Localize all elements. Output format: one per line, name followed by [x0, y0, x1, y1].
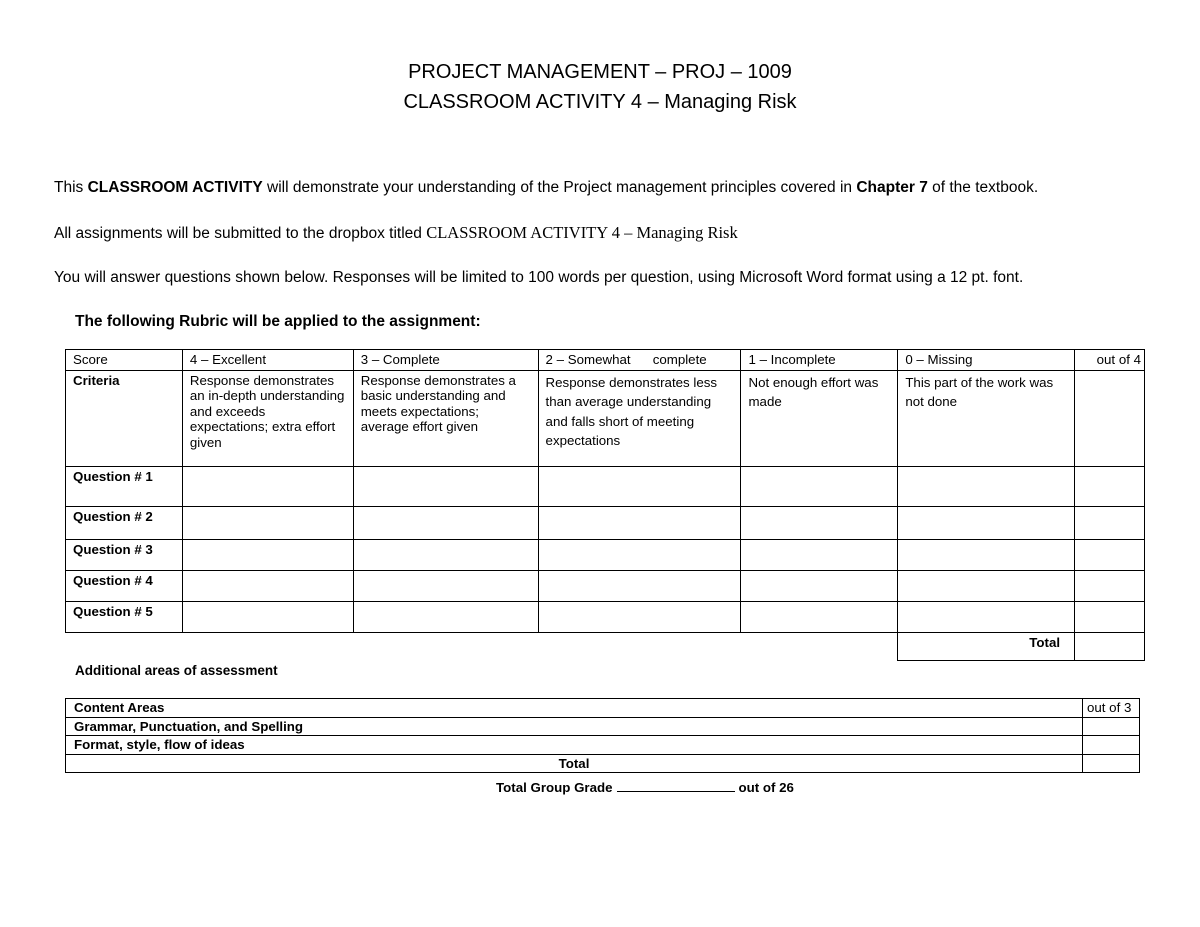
score-cell[interactable]	[741, 506, 898, 539]
rubric-table	[65, 349, 1145, 661]
score-cell[interactable]	[898, 539, 1075, 570]
criteria-row	[66, 370, 1145, 466]
intro-paragraph-2	[54, 223, 738, 244]
header-missing: 0 – Missing	[898, 350, 1075, 371]
criteria-complete: Response demonstrates a basic understanding and meets expectations; average effort given	[353, 370, 538, 466]
question-label: Question # 3	[66, 539, 183, 570]
score-cell[interactable]	[182, 466, 353, 506]
intro-text: This	[54, 179, 88, 196]
score-cell[interactable]	[741, 539, 898, 570]
header-excellent: 4 – Excellent	[182, 350, 353, 371]
intro-bold-chapter: Chapter 7	[856, 179, 928, 196]
score-cell[interactable]	[538, 601, 741, 632]
additional-total-row	[66, 754, 1140, 773]
criteria-label: Criteria	[66, 370, 183, 466]
question-row	[66, 570, 1145, 601]
question-label: Question # 4	[66, 570, 183, 601]
grand-total-line	[0, 780, 1200, 795]
score-cell[interactable]	[353, 570, 538, 601]
score-cell[interactable]	[741, 601, 898, 632]
score-cell[interactable]	[353, 466, 538, 506]
criteria-excellent: Response demonstrates an in-depth understanding and exceeds expectations; extra effort given	[182, 370, 353, 466]
header-incomplete: 1 – Incomplete	[741, 350, 898, 371]
grand-total-prefix: Total Group Grade	[496, 780, 613, 795]
question-row	[66, 466, 1145, 506]
score-cell[interactable]	[182, 601, 353, 632]
score-cell[interactable]	[182, 570, 353, 601]
rubric-total-cell[interactable]	[1075, 632, 1145, 660]
score-cell[interactable]	[1075, 506, 1145, 539]
additional-table	[65, 698, 1140, 773]
rubric-heading: The following Rubric will be applied to the assignment:	[75, 313, 481, 330]
question-row	[66, 506, 1145, 539]
score-cell[interactable]	[898, 601, 1075, 632]
intro-bold-activity: CLASSROOM ACTIVITY	[87, 179, 263, 196]
intro-paragraph-3: You will answer questions shown below. Responses will be limited to 100 words per question, using Microsoft Word format using a 12 pt. font.	[54, 269, 1024, 286]
additional-row-label: Grammar, Punctuation, and Spelling	[66, 717, 1083, 736]
score-cell[interactable]	[182, 539, 353, 570]
score-cell[interactable]	[538, 506, 741, 539]
question-label: Question # 1	[66, 466, 183, 506]
score-cell[interactable]	[538, 466, 741, 506]
additional-score-cell[interactable]	[1083, 736, 1140, 755]
score-cell[interactable]	[1075, 570, 1145, 601]
score-cell[interactable]	[1075, 466, 1145, 506]
document-title: PROJECT MANAGEMENT – PROJ – 1009	[408, 61, 792, 83]
score-cell[interactable]	[538, 539, 741, 570]
score-cell[interactable]	[898, 570, 1075, 601]
additional-out-of: out of 3	[1083, 699, 1140, 718]
score-cell[interactable]	[741, 570, 898, 601]
additional-row-label: Format, style, flow of ideas	[66, 736, 1083, 755]
dropbox-title: CLASSROOM ACTIVITY 4 – Managing Risk	[426, 223, 738, 242]
intro-paragraph-1	[54, 178, 1038, 198]
score-cell[interactable]	[1075, 601, 1145, 632]
intro-text: will demonstrate your understanding of the Project management principles covered in	[262, 179, 857, 196]
additional-header-row	[66, 699, 1140, 718]
question-label: Question # 2	[66, 506, 183, 539]
header-out-of: out of 4	[1075, 350, 1145, 371]
question-label: Question # 5	[66, 601, 183, 632]
score-cell[interactable]	[538, 570, 741, 601]
criteria-incomplete: Not enough effort was made	[741, 370, 898, 466]
question-row	[66, 539, 1145, 570]
additional-row	[66, 717, 1140, 736]
header-somewhat-complete: 2 – Somewhat complete	[538, 350, 741, 371]
score-cell[interactable]	[353, 601, 538, 632]
additional-score-cell[interactable]	[1083, 717, 1140, 736]
rubric-header-row	[66, 350, 1145, 371]
additional-total-cell[interactable]	[1083, 754, 1140, 773]
criteria-missing: This part of the work was not done	[898, 370, 1075, 466]
score-cell[interactable]	[1075, 539, 1145, 570]
question-row	[66, 601, 1145, 632]
score-cell[interactable]	[182, 506, 353, 539]
rubric-total-row	[66, 632, 1145, 660]
additional-row	[66, 736, 1140, 755]
header-complete: 3 – Complete	[353, 350, 538, 371]
score-cell[interactable]	[898, 466, 1075, 506]
score-cell[interactable]	[898, 506, 1075, 539]
rubric-total-label: Total	[898, 632, 1075, 660]
header-score: Score	[66, 350, 183, 371]
intro-text: All assignments will be submitted to the dropbox titled	[54, 225, 427, 242]
document-subtitle: CLASSROOM ACTIVITY 4 – Managing Risk	[403, 91, 797, 113]
grand-total-suffix: out of 26	[738, 780, 794, 795]
score-cell[interactable]	[741, 466, 898, 506]
intro-text: of the textbook.	[927, 179, 1039, 196]
criteria-somewhat-complete: Response demonstrates less than average understanding and falls short of meeting expectations	[538, 370, 741, 466]
score-cell[interactable]	[353, 539, 538, 570]
additional-heading: Additional areas of assessment	[75, 663, 278, 678]
criteria-score-cell	[1075, 370, 1145, 466]
content-areas-label: Content Areas	[66, 699, 1083, 718]
score-cell[interactable]	[353, 506, 538, 539]
grand-total-blank[interactable]	[617, 780, 735, 792]
additional-total-label: Total	[66, 754, 1083, 773]
